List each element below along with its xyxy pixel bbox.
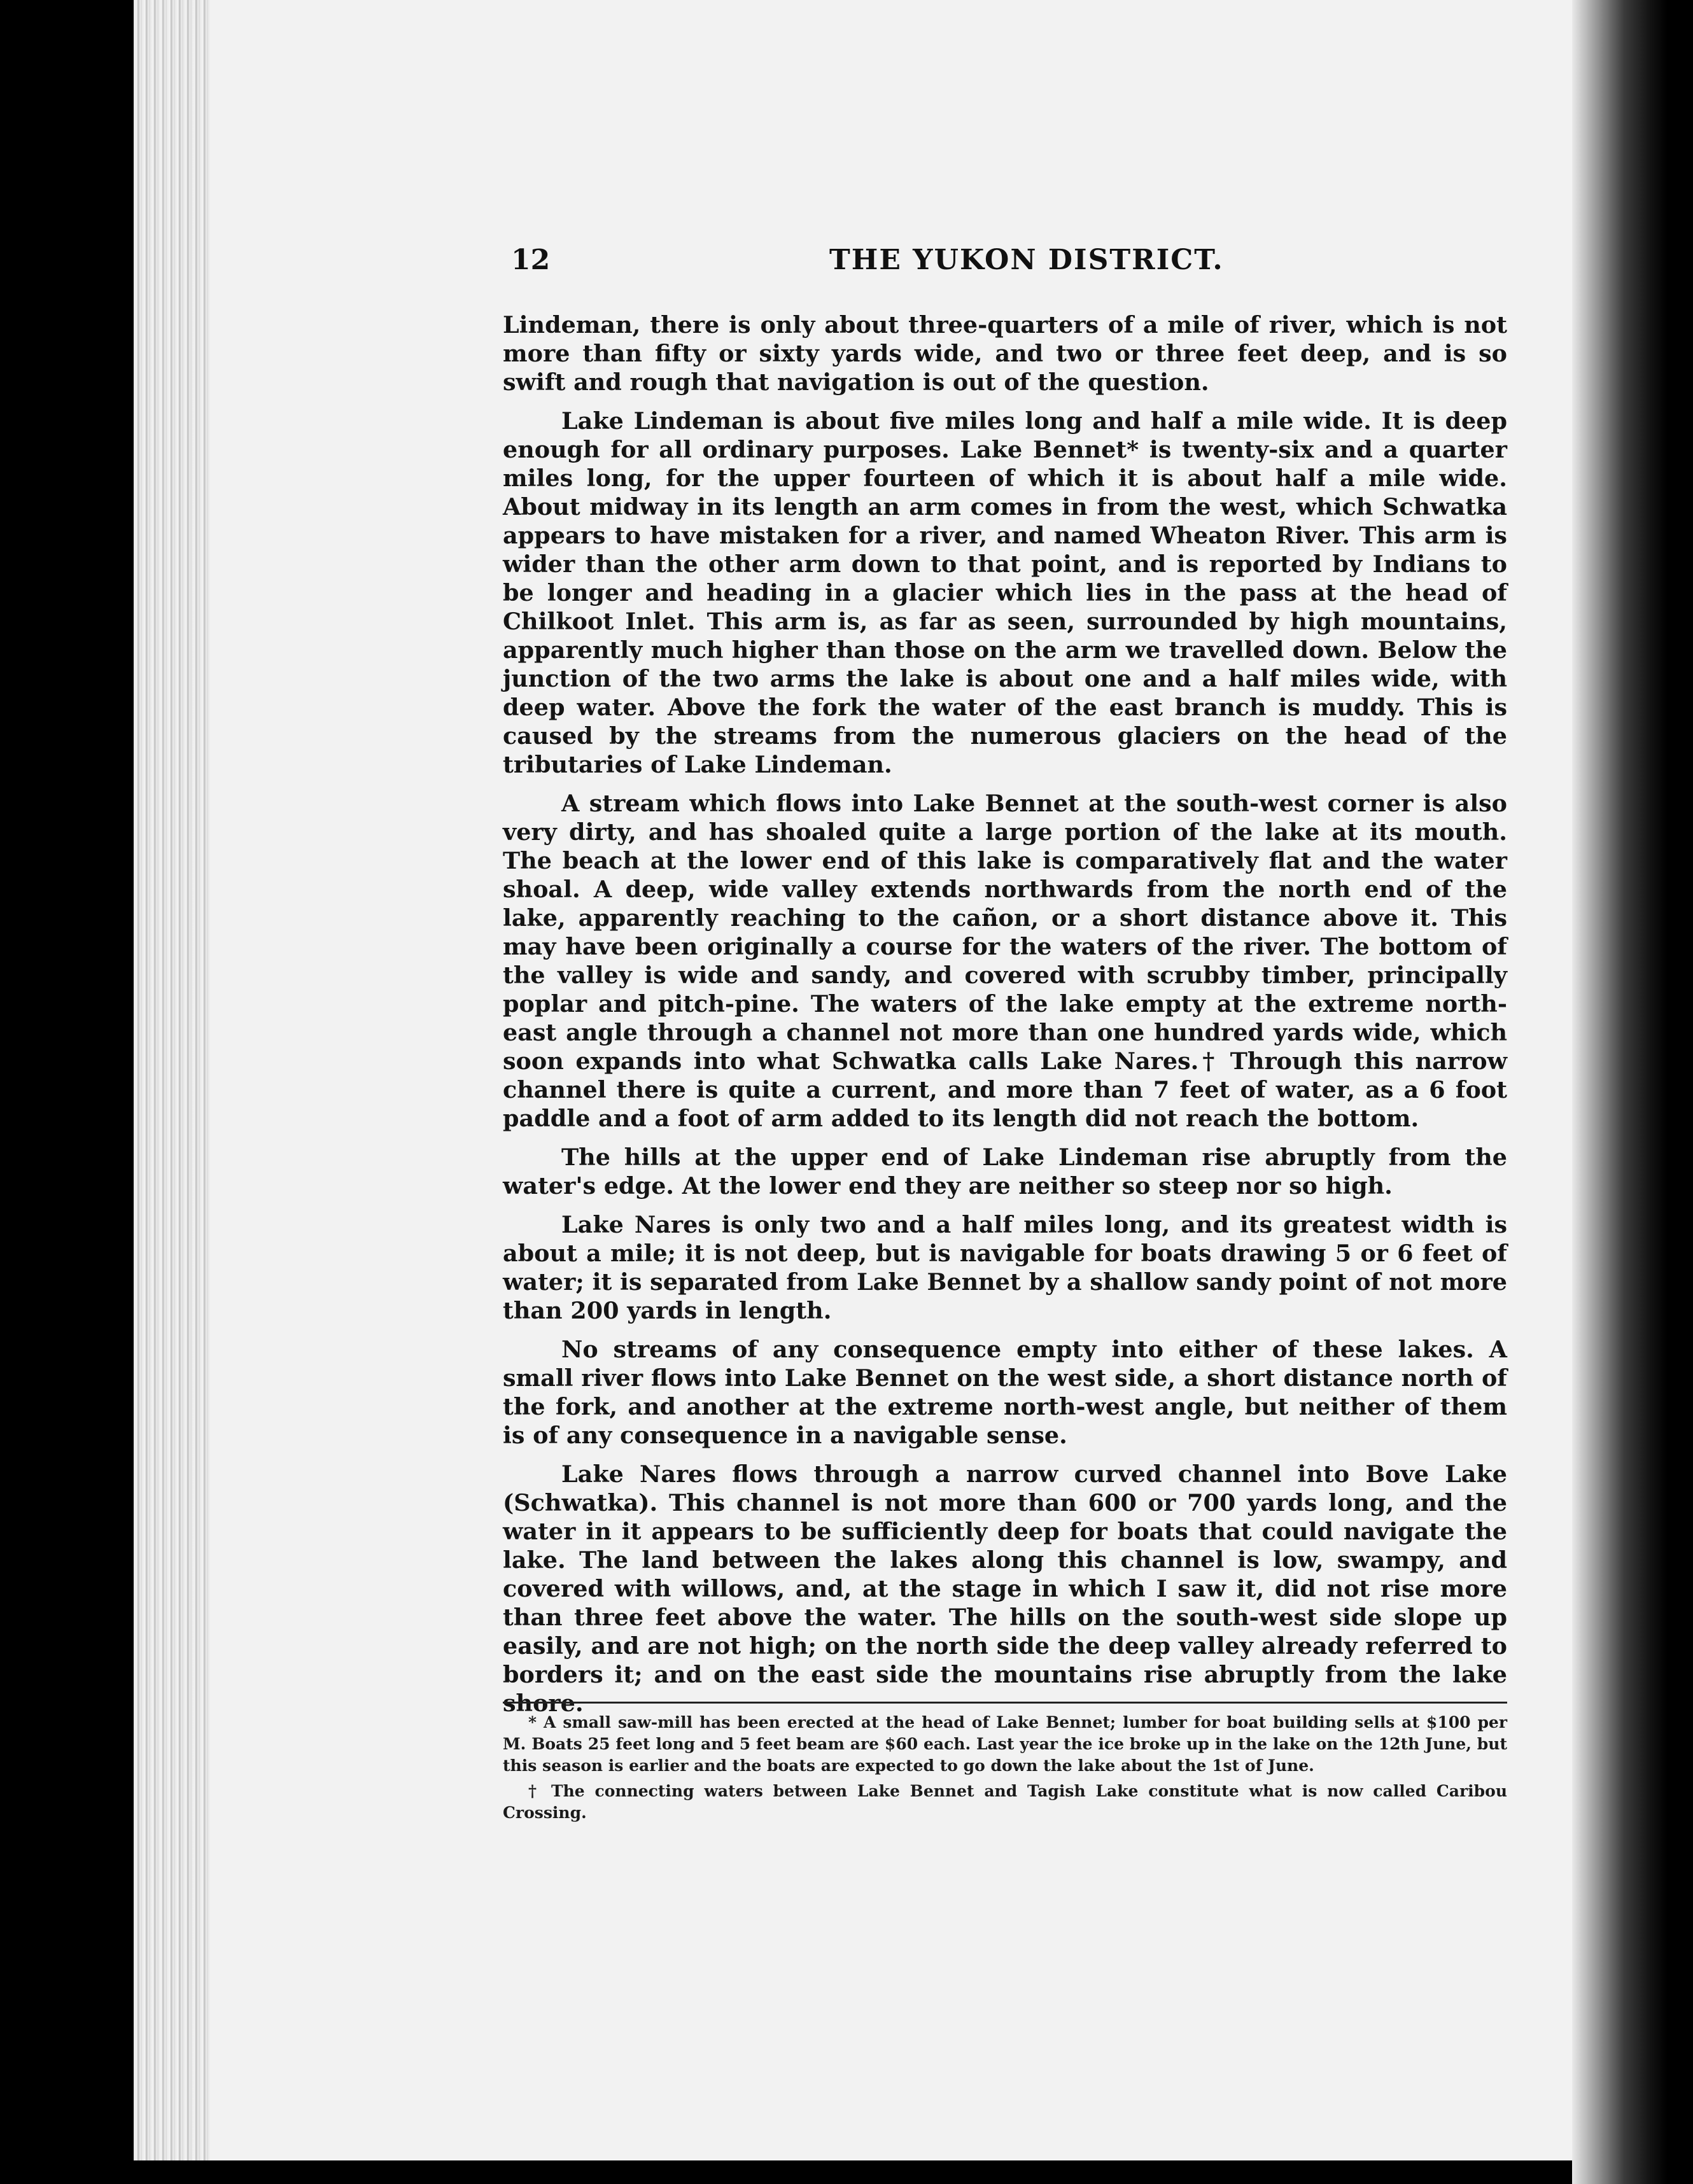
- binding-gutter-shadow: [1572, 0, 1668, 2184]
- book-page-edges: [134, 0, 216, 2160]
- running-title: THE YUKON DISTRICT.: [829, 244, 1224, 276]
- footnotes: [503, 1712, 1507, 1828]
- footnote-2: † The connecting waters between Lake Bennet and Tagish Lake constitute what is now called Caribou Crossing.: [503, 1782, 1507, 1822]
- paragraph-1: Lindeman, there is only about three-quarters of a mile of river, which is not more than fifty or sixty yards wide, and two or three feet deep, and is so swift and rough that navigation is out of the question.: [503, 311, 1507, 396]
- paragraph-6: No streams of any consequence empty into either of these lakes. A small river flows into Lake Bennet on the west side, a short distance north of the fork, and another at the extreme north-west angle, but neither of them is of any consequence in a navigable sense.: [503, 1336, 1507, 1449]
- paragraph-7: Lake Nares flows through a narrow curved channel into Bove Lake (Schwatka). This channel is not more than 600 or 700 yards long, and the water in it appears to be sufficiently deep for boats that could navigate the lake. The land between the lakes along this channel is low, swampy, and covered with willows, and, at the stage in which I saw it, did not rise more than three feet above the water. The hills on the south-west side slope up easily, and are not high; on the north side the deep valley already referred to borders it; and on the east side the mountains rise abruptly from the lake shore.: [503, 1460, 1507, 1717]
- paragraph-4: The hills at the upper end of Lake Lindeman rise abruptly from the water's edge. At the lower end they are neither so steep nor so high.: [503, 1144, 1507, 1200]
- paragraph-3: A stream which flows into Lake Bennet at the south-west corner is also very dirty, and has shoaled quite a large portion of the lake at its mouth. The beach at the lower end of this lake is comparatively flat and the water shoal. A deep, wide valley extends northwards from the north end of the lake, apparently reaching to the cañon, or a short distance above it. This may have been originally a course for the waters of the river. The bottom of the valley is wide and sandy, and covered with scrubby timber, principally poplar and pitch-pine. The waters of the lake empty at the extreme north-east angle through a channel not more than one hundred yards wide, which soon expands into what Schwatka calls Lake Nares.† Through this narrow channel there is quite a current, and more than 7 feet of water, as a 6 foot paddle and a foot of arm added to its length did not reach the bottom.: [503, 790, 1507, 1132]
- paragraph-5: Lake Nares is only two and a half miles long, and its greatest width is about a mile; it is not deep, but is navigable for boats drawing 5 or 6 feet of water; it is separated from Lake Bennet by a shallow sandy point of not more than 200 yards in length.: [503, 1211, 1507, 1324]
- footnote-1: * A small saw-mill has been erected at the head of Lake Bennet; lumber for boat building sells at $100 per M. Boats 25 feet long and 5 feet beam are $60 each. Last year the ice broke up in the lake on the 12th June, but this season is earlier and the boats are expected to go down the lake about the 1st of June.: [503, 1713, 1507, 1775]
- paragraph-2: Lake Lindeman is about five miles long and half a mile wide. It is deep enough for all ordinary purposes. Lake Bennet* is twenty-six and a quarter miles long, for the upper fourteen of which it is about half a mile wide. About midway in its length an arm comes in from the west, which Schwatka appears to have mistaken for a river, and named Wheaton River. This arm is wider than the other arm down to that point, and is reported by Indians to be longer and heading in a glacier which lies in the pass at the head of Chilkoot Inlet. This arm is, as far as seen, surrounded by high mountains, apparently much higher than those on the arm we travelled down. Below the junction of the two arms the lake is about one and a half miles wide, with deep water. Above the fork the water of the east branch is muddy. This is caused by the streams from the numerous glaciers on the head of the tributaries of Lake Lindeman.: [503, 407, 1507, 778]
- body-text: [503, 311, 1507, 1728]
- page-number: 12: [511, 244, 551, 276]
- footnote-divider: [503, 1702, 1507, 1704]
